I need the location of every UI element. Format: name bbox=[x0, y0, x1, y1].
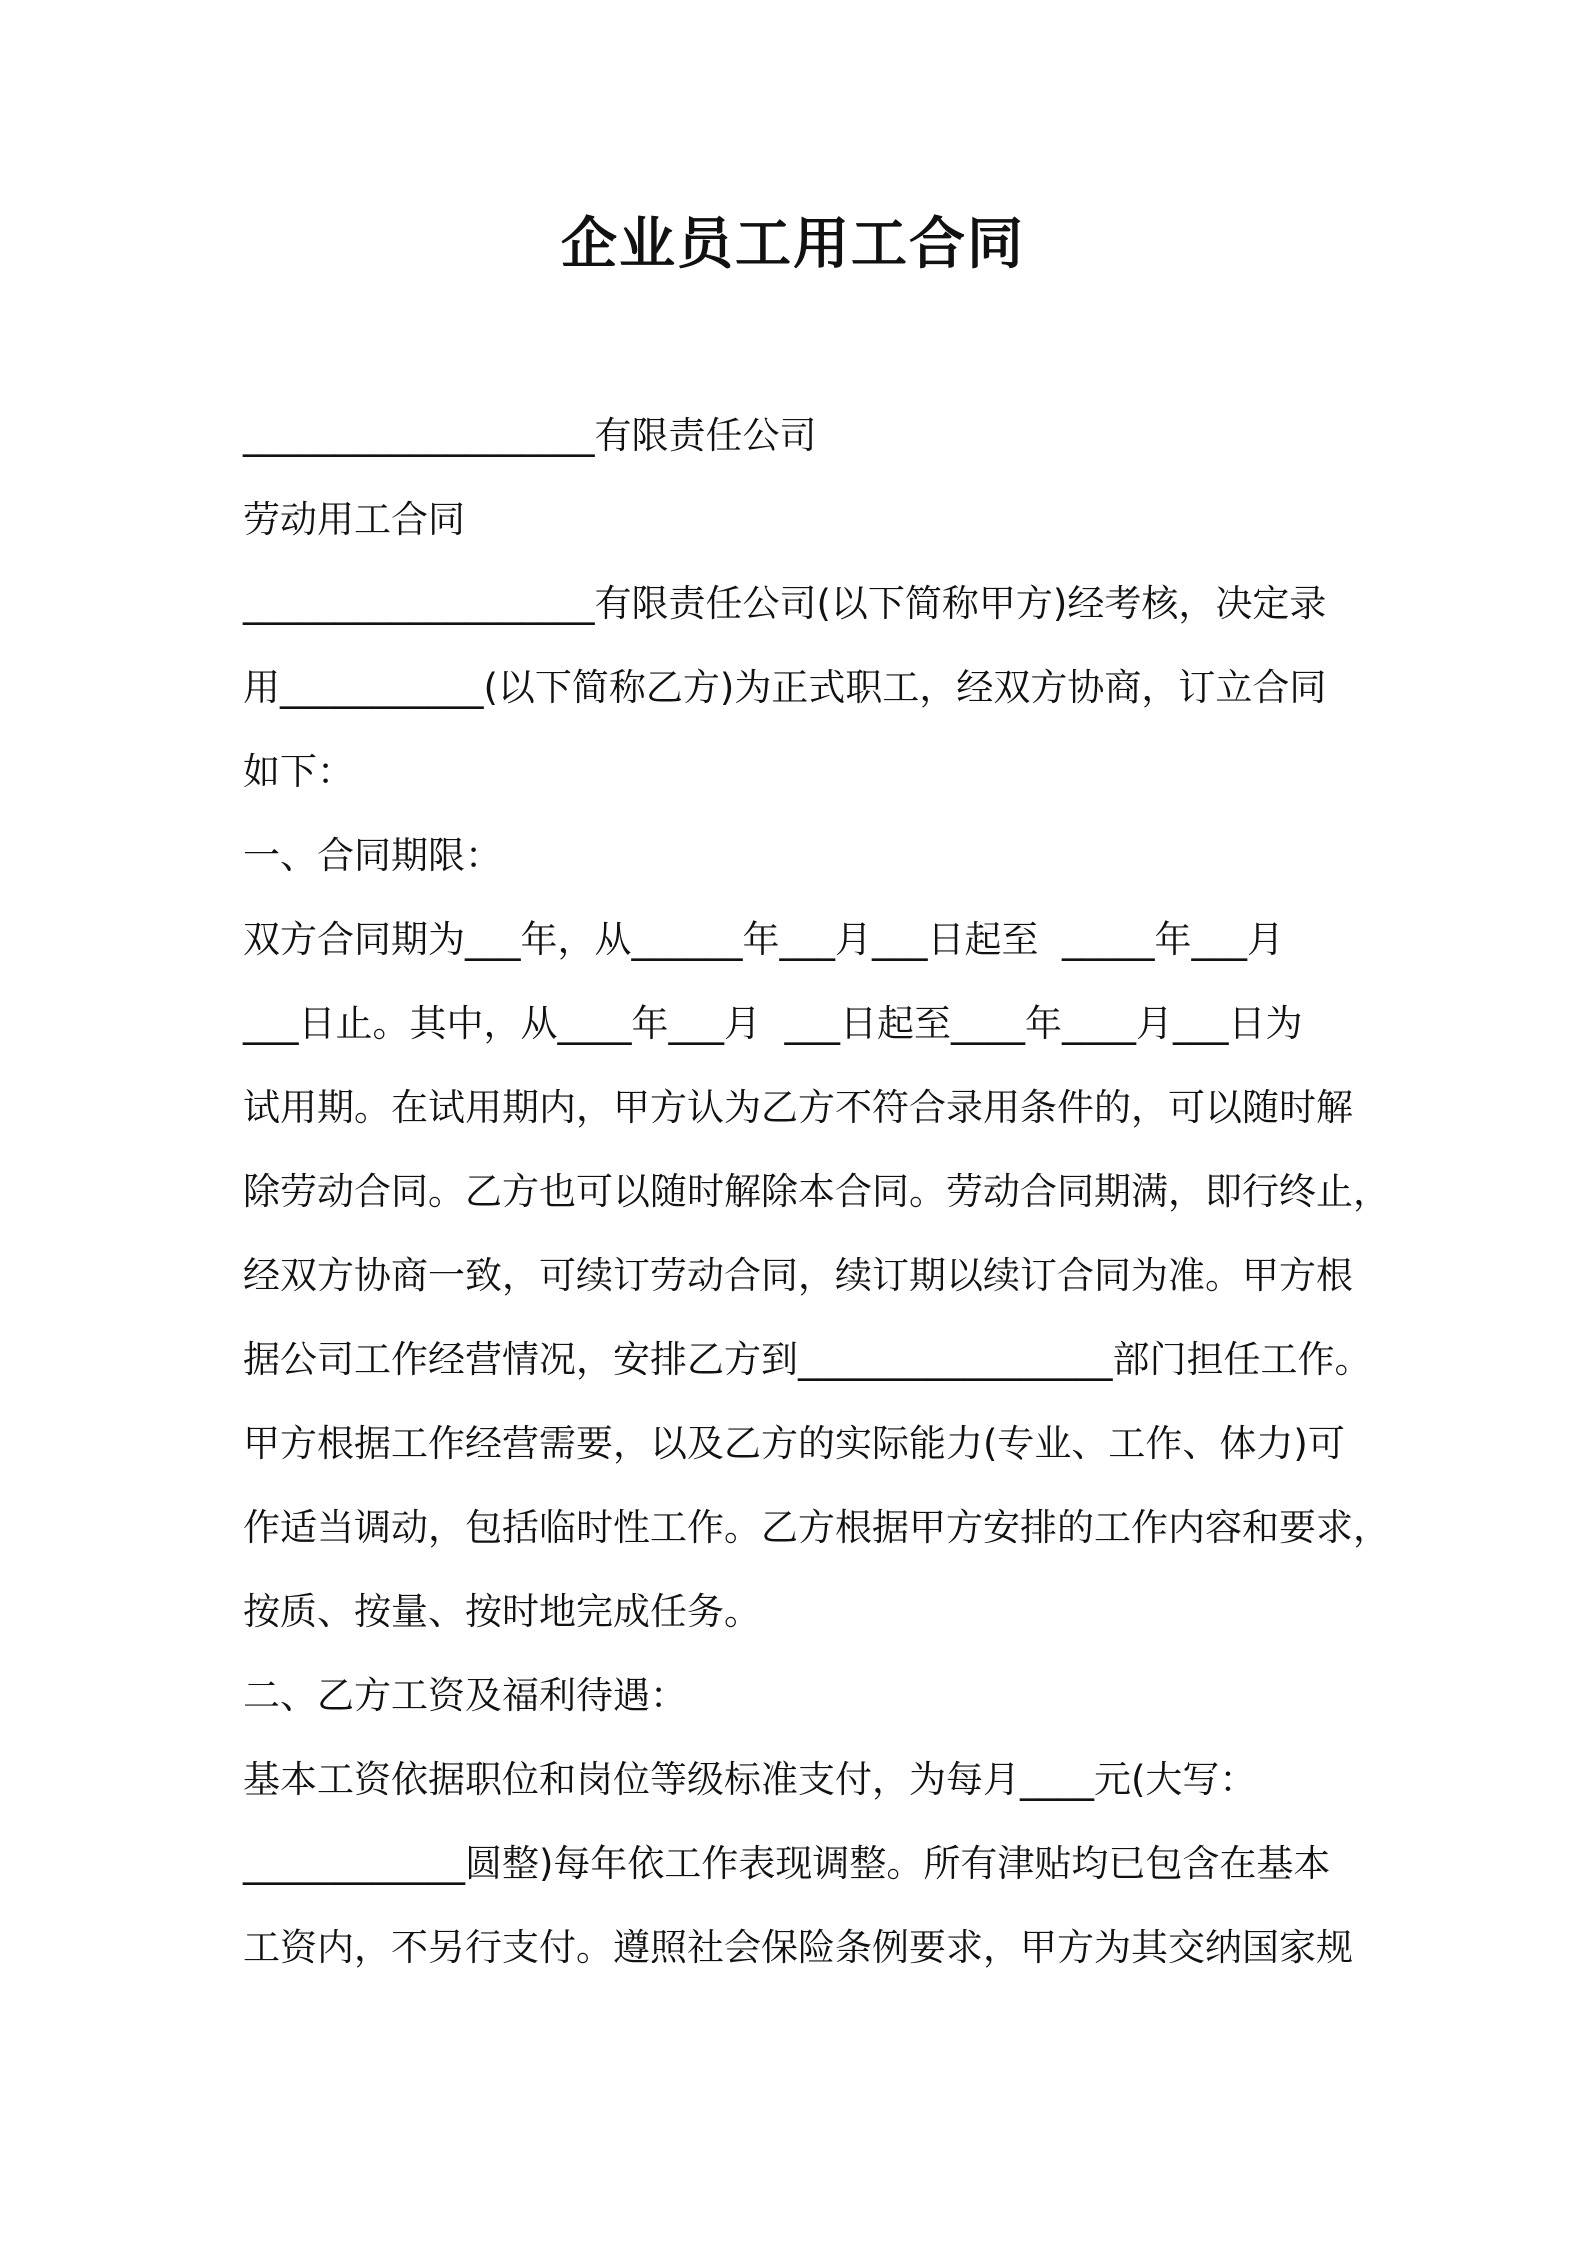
body-line: 用___________(以下简称乙方)为正式职工，经双方协商，订立合同 bbox=[243, 666, 1327, 709]
company-name-line: ___________________有限责任公司 bbox=[243, 414, 817, 457]
body-line: 基本工资依据职位和岗位等级标准支付，为每月____元(大写： bbox=[243, 1758, 1257, 1801]
body-line: 双方合同期为___年，从______年___月___日起至 _____年___月 bbox=[243, 918, 1285, 961]
body-line: 除劳动合同。乙方也可以随时解除本合同。劳动合同期满，即行终止， bbox=[243, 1170, 1390, 1213]
body-line: 工资内，不另行支付。遵照社会保险条例要求，甲方为其交纳国家规 bbox=[243, 1926, 1353, 1969]
contract-subtitle: 劳动用工合同 bbox=[243, 498, 465, 541]
document-title: 企业员工用工合同 bbox=[561, 212, 1025, 277]
section-heading-salary: 二、乙方工资及福利待遇： bbox=[243, 1674, 687, 1717]
section-heading-term: 一、合同期限： bbox=[243, 834, 502, 877]
body-line: ____________圆整)每年依工作表现调整。所有津贴均已包含在基本 bbox=[243, 1842, 1331, 1885]
body-line: 甲方根据工作经营需要，以及乙方的实际能力(专业、工作、体力)可 bbox=[243, 1422, 1345, 1465]
body-line: 经双方协商一致，可续订劳动合同，续订期以续订合同为准。甲方根 bbox=[243, 1254, 1353, 1297]
body-line: ___日止。其中，从____年___月 ___日起至____年____月___日为 bbox=[243, 1002, 1303, 1045]
body-line: ___________________有限责任公司(以下简称甲方)经考核，决定录 bbox=[243, 582, 1327, 625]
body-line: 试用期。在试用期内，甲方认为乙方不符合录用条件的，可以随时解 bbox=[243, 1086, 1353, 1129]
body-line: 作适当调动，包括临时性工作。乙方根据甲方安排的工作内容和要求， bbox=[243, 1506, 1390, 1549]
body-line: 据公司工作经营情况，安排乙方到_________________部门担任工作。 bbox=[243, 1338, 1372, 1381]
body-line: 如下： bbox=[243, 750, 354, 793]
body-line: 按质、按量、按时地完成任务。 bbox=[243, 1590, 761, 1633]
